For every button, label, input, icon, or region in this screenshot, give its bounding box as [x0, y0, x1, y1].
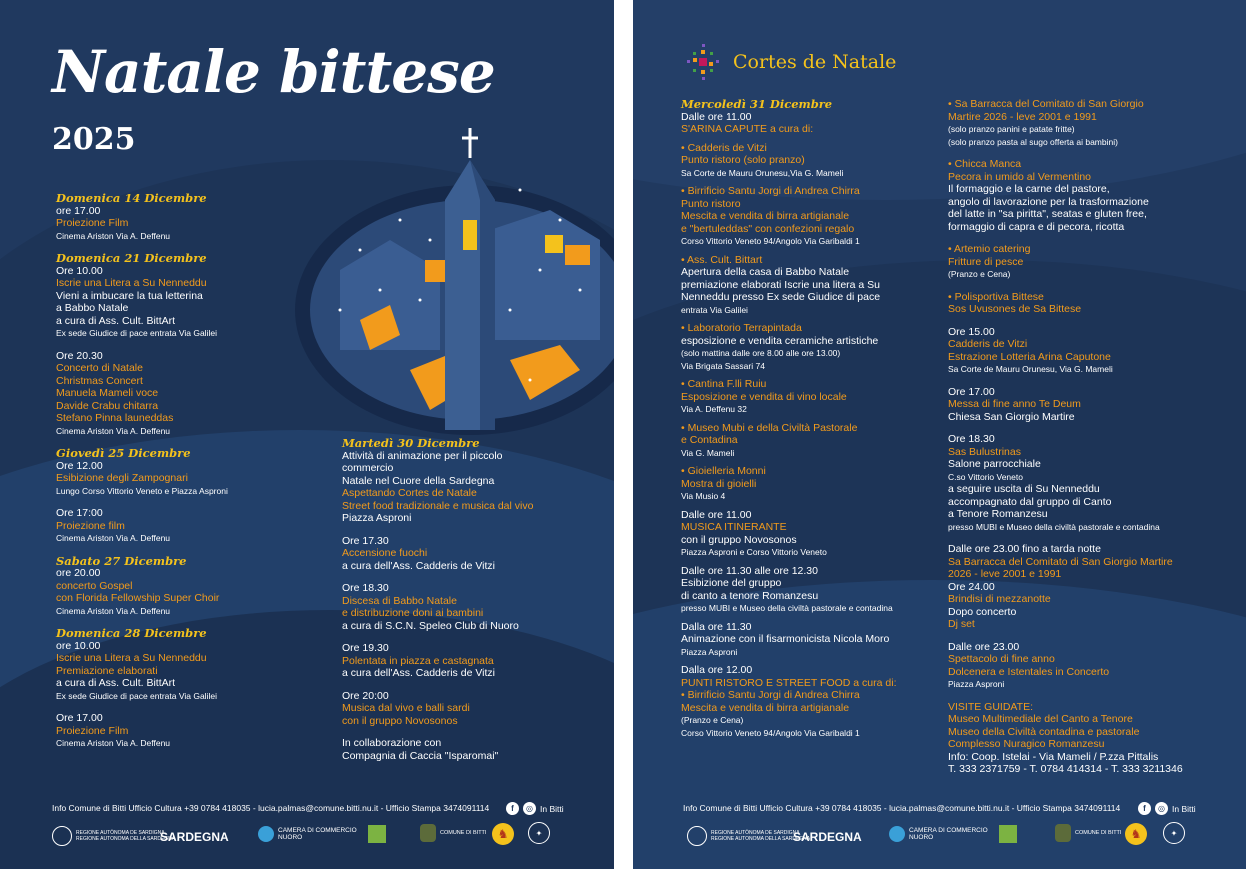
event-line: Attività di animazione per il piccolo: [342, 449, 503, 462]
event-location: Sa Corte de Mauru Orunesu, Via G. Mameli: [948, 364, 1113, 374]
event-line: Dalle ore 11.30 alle ore 12.30: [681, 564, 818, 577]
event-title: Aspettando Cortes de Natale: [342, 487, 477, 499]
social-label: In Bitti: [540, 803, 564, 814]
event-location: Cinema Ariston Via A. Deffenu: [56, 533, 171, 543]
logo-museo: [999, 825, 1017, 843]
event-title: e "bertuleddas" con confezioni regalo: [681, 222, 855, 235]
event-location: (solo mattina dalle ore 8.00 alle ore 13.00): [681, 348, 841, 358]
event-title: con il gruppo Novosonos: [342, 714, 458, 727]
event-title: Manuela Mameli voce: [56, 387, 159, 399]
event-line: Ore 19.30: [342, 642, 389, 654]
event-location: Via A. Deffenu 32: [681, 404, 747, 414]
event-line: Animazione con il fisarmonicista Nicola Moro: [681, 633, 890, 645]
event-title: Street food tradizionale e musica dal vivo: [342, 499, 534, 512]
event-title: Iscrie una Litera a Su Nenneddu: [56, 652, 207, 664]
event-line: Piazza Asproni: [342, 512, 412, 524]
event-line: ore 17.00: [56, 204, 101, 217]
vendor-name: • Polisportiva Bittese: [948, 291, 1183, 304]
event-line: premiazione elaborati Iscrie una litera a Su: [681, 278, 881, 291]
event-title: e Contadina: [681, 434, 738, 446]
event-line: Ore 10.00: [56, 264, 103, 277]
event-line: Ore 17.00: [948, 385, 995, 398]
event-location: Lungo Corso Vittorio Veneto e Piazza Asproni: [56, 485, 228, 496]
event-title: Punto ristoro: [681, 197, 741, 210]
comune-crest-icon: [420, 824, 436, 842]
instagram-icon[interactable]: ◎: [1155, 802, 1168, 815]
regione-label-1: REGIONE AUTÒNOMA DE SARDIGNA: [711, 830, 800, 836]
event-line: Natale nel Cuore della Sardegna: [342, 474, 495, 487]
event-date: Giovedì 25 Dicembre: [56, 446, 191, 460]
event-line: Compagnia di Caccia "Isparomai": [342, 749, 499, 762]
event-line: Ore 17:00: [56, 507, 103, 519]
event-title: Polentata in piazza e castagnata: [342, 654, 494, 667]
event-line: angolo di lavorazione per la trasformazione: [948, 195, 1149, 208]
spacer: [948, 423, 1183, 433]
vendor-name: • Museo Mubi e della Civiltà Pastorale: [681, 422, 897, 435]
event-title: Mescita e vendita di birra artigianale: [681, 701, 850, 714]
event-line: Dopo concerto: [948, 605, 1017, 618]
spacer: [342, 525, 533, 535]
event-title: Pecora in umido al Vermentino: [948, 170, 1091, 183]
logo-sardegna: SARDEGNA: [793, 830, 862, 844]
spacer: [56, 497, 228, 507]
event-title: Estrazione Lotteria Arina Caputone: [948, 350, 1111, 363]
event-title: S'ARINA CAPUTE a cura di:: [681, 123, 814, 135]
program-column-right-1: [681, 98, 897, 739]
horse-icon: ♞: [492, 823, 514, 845]
event-title: Esibizione degli Zampognari: [56, 472, 188, 484]
event-line: ore 20.00: [56, 567, 101, 579]
event-line: Ore 17.30: [342, 534, 389, 547]
event-line: Apertura della casa di Babbo Natale: [681, 266, 850, 278]
vendor-name: • Gioielleria Monni: [681, 465, 897, 478]
event-title: Discesa di Babbo Natale: [342, 594, 457, 607]
event-title: Brindisi di mezzanotte: [948, 593, 1051, 605]
instagram-icon[interactable]: ◎: [523, 802, 536, 815]
event-line: a cura di Ass. Cult. BittArt: [56, 677, 176, 689]
regione-label-1: REGIONE AUTÒNOMA DE SARDIGNA: [76, 830, 165, 836]
event-location: Via Musio 4: [681, 491, 726, 501]
event-title: Sa Barracca del Comitato di San Giorgio Martire: [948, 555, 1173, 568]
event-line: esposizione e vendita ceramiche artistiche: [681, 334, 879, 347]
logo-cadderis: [492, 823, 514, 845]
event-location: Cinema Ariston Via A. Deffenu: [56, 738, 171, 748]
camera-label-2: NUORO: [278, 834, 303, 841]
social-links: [506, 802, 564, 815]
event-line: Ore 15.00: [948, 325, 995, 338]
event-title: con Florida Fellowship Super Choir: [56, 592, 220, 604]
spacer: [56, 340, 228, 350]
spacer: [342, 632, 533, 642]
event-line: a seguire uscita di Su Nenneddu: [948, 483, 1100, 495]
event-line: Dalle ore 11.00: [681, 508, 752, 521]
vendor-name: • Laboratorio Terrapintada: [681, 322, 897, 335]
regione-seal-icon: [52, 826, 72, 846]
regione-seal-icon: [687, 826, 707, 846]
camera-commercio-icon: [889, 826, 905, 842]
event-location: Ex sede Giudice di pace entrata Via Galilei: [56, 328, 217, 338]
event-title: Premiazione elaborati: [56, 664, 158, 677]
event-title: Punto ristoro (solo pranzo): [681, 154, 805, 166]
logo-comune: [420, 824, 486, 842]
event-location: C.so Vittorio Veneto: [948, 471, 1023, 482]
event-location: Cinema Ariston Via A. Deffenu: [56, 425, 171, 436]
event-line: Dalle ore 11.00: [681, 110, 752, 123]
event-date: Martedì 30 Dicembre: [342, 436, 480, 450]
event-title: Proiezione film: [56, 519, 125, 532]
comune-label: COMUNE DI BITTI: [440, 830, 487, 836]
logo-sardegna: SARDEGNA: [160, 830, 229, 844]
event-line: Ore 18.30: [948, 433, 995, 445]
event-date: Mercoledì 31 Dicembre: [681, 97, 833, 111]
event-title: Complesso Nuragico Romanzesu: [948, 738, 1105, 750]
event-location: Piazza Asproni e Corso Vittorio Veneto: [681, 547, 827, 557]
program-column-left: [56, 192, 228, 750]
event-line: a Tenore Romanzesu: [948, 508, 1048, 520]
event-title: e distribuzione doni ai bambini: [342, 607, 484, 619]
footer-info: Info Comune di Bitti Ufficio Cultura +39 0784 418035 - lucia.palmas@comune.bitti.nu.it - Ufficio Stampa 3474091114: [683, 803, 1121, 813]
horse-icon: ♞: [1125, 823, 1147, 845]
event-line: del latte in "sa piritta", seatas e gluten free,: [948, 208, 1147, 220]
spacer: [948, 233, 1183, 243]
program-column-right-2: [948, 98, 1183, 776]
event-line: Dalle ore 23.00: [948, 640, 1020, 653]
left-page: [0, 0, 614, 869]
vendor-name: • Sa Barracca del Comitato di San Giorgio: [948, 98, 1183, 111]
event-title: Sos Uvusones de Sa Bittese: [948, 303, 1082, 315]
event-location: Via G. Mameli: [681, 447, 735, 458]
logo-regione: [687, 826, 810, 846]
event-line: Salone parrocchiale: [948, 458, 1041, 470]
event-title: Iscrie una Litera a Su Nenneddu: [56, 277, 207, 289]
spacer: [56, 702, 228, 712]
spacer: [948, 316, 1183, 326]
social-label: In Bitti: [1172, 803, 1196, 814]
logo-camera-commercio: [889, 826, 988, 842]
event-location: Piazza Asproni: [948, 679, 1005, 689]
event-line: accompagnato dal gruppo di Canto: [948, 495, 1112, 508]
event-title: 2026 - leve 2001 e 1991: [948, 568, 1062, 580]
logo-museo: [368, 825, 386, 843]
event-title: Spettacolo di fine anno: [948, 653, 1055, 665]
event-line: Dalle ore 23.00 fino a tarda notte: [948, 543, 1101, 555]
event-title: Proiezione Film: [56, 217, 129, 229]
event-title: Messa di fine anno Te Deum: [948, 398, 1081, 410]
comune-label: COMUNE DI BITTI: [1075, 830, 1122, 836]
event-title: Esposizione e vendita di vino locale: [681, 390, 847, 403]
event-line: Esibizione del gruppo: [681, 577, 782, 589]
event-title: Musica dal vivo e balli sardi: [342, 702, 470, 714]
event-title: Christmas Concert: [56, 374, 143, 387]
event-location: Piazza Asproni: [681, 646, 738, 657]
spacer: [948, 631, 1183, 641]
event-line: Ore 20.30: [56, 349, 103, 362]
event-title: Dj set: [948, 618, 975, 630]
event-location: (solo pranzo panini e patate fritte): [948, 124, 1075, 134]
event-line: Ore 18.30: [342, 582, 389, 594]
event-line: In collaborazione con: [342, 737, 442, 749]
vendor-name: • Cadderis de Vitzi: [681, 142, 897, 155]
logo-comune: [1055, 824, 1121, 842]
event-line: Info: Coop. Istelai - Via Mameli / P.zza Pittalis: [948, 750, 1159, 763]
spacer: [342, 727, 533, 737]
logo-speleo: [528, 822, 550, 844]
logo-regione: [52, 826, 175, 846]
regione-label-2: REGIONE AUTONOMA DELLA SARDEGNA: [711, 836, 811, 842]
brand-header: [683, 42, 896, 82]
event-title: Museo Multimediale del Canto a Tenore: [948, 713, 1133, 725]
spacer: [342, 572, 533, 582]
spacer: [948, 691, 1183, 701]
event-location: (Pranzo e Cena): [681, 715, 744, 725]
logo-camera-commercio: [258, 826, 357, 842]
facebook-icon[interactable]: f: [506, 802, 519, 815]
spacer: [948, 281, 1183, 291]
vendor-name: • Ass. Cult. Bittart: [681, 254, 897, 267]
event-line: ore 10.00: [56, 639, 101, 652]
spacer: [342, 680, 533, 690]
event-title: PUNTI RISTORO E STREET FOOD a cura di:: [681, 676, 897, 689]
event-line: Vieni a imbucare la tua letterina: [56, 289, 203, 302]
event-line: a cura di S.C.N. Speleo Club di Nuoro: [342, 619, 519, 632]
page-title: Natale bittese: [52, 38, 495, 106]
event-line: di canto a tenore Romanzesu: [681, 589, 819, 602]
event-line: formaggio di capra e di pecora, ricotta: [948, 220, 1125, 233]
event-location: Corso Vittorio Veneto 94/Angolo Via Garibaldi 1: [681, 727, 860, 738]
event-location: presso MUBI e Museo della civiltà pastorale e contadina: [681, 603, 893, 613]
program-column-center: [342, 437, 533, 762]
event-line: a cura dell'Ass. Cadderis de Vitzi: [342, 559, 495, 572]
event-title: Mescita e vendita di birra artigianale: [681, 210, 850, 222]
event-line: Ore 20:00: [342, 689, 389, 702]
camera-commercio-icon: [258, 826, 274, 842]
event-date: Domenica 28 Dicembre: [56, 626, 207, 640]
event-location: (Pranzo e Cena): [948, 269, 1011, 279]
spacer: [948, 376, 1183, 386]
event-title: concerto Gospel: [56, 579, 133, 592]
spacer: [948, 148, 1183, 158]
event-title: MUSICA ITINERANTE: [681, 521, 787, 533]
camera-label-2: NUORO: [909, 834, 934, 841]
museo-icon: [368, 825, 386, 843]
event-location: Ex sede Giudice di pace entrata Via Galilei: [56, 690, 217, 701]
camera-label-1: CAMERA DI COMMERCIO: [909, 827, 988, 834]
event-line: Ore 24.00: [948, 580, 995, 593]
vendor-name: • Birrificio Santu Jorgi di Andrea Chirra: [681, 185, 897, 198]
event-title: VISITE GUIDATE:: [948, 700, 1033, 713]
event-line: Dalla ore 11.30: [681, 620, 752, 633]
event-line: Ore 17.00: [56, 712, 103, 724]
event-title: Accensione fuochi: [342, 547, 428, 559]
brand-title: Cortes de Natale: [733, 51, 897, 73]
event-location: Via Brigata Sassari 74: [681, 360, 765, 371]
event-title: Davide Crabu chitarra: [56, 399, 159, 412]
event-date: Sabato 27 Dicembre: [56, 553, 187, 568]
event-line: Nenneddu presso Ex sede Giudice di pace: [681, 291, 881, 303]
vendor-name: • Chicca Manca: [948, 158, 1183, 171]
event-title: Dolcenera e Istentales in Concerto: [948, 665, 1110, 678]
museo-icon: [999, 825, 1017, 843]
event-date: Domenica 21 Dicembre: [56, 251, 207, 265]
event-line: a cura di Ass. Cult. BittArt: [56, 314, 176, 327]
event-location: Sa Corte de Mauru Orunesu,Via G. Mameli: [681, 167, 844, 178]
event-title: Sas Bulustrinas: [948, 445, 1021, 458]
event-location: (solo pranzo pasta al sugo offerta ai bambini): [948, 136, 1118, 147]
event-title: Martire 2026 - leve 2001 e 1991: [948, 110, 1097, 123]
event-line: T. 333 2371759 - T. 0784 414314 - T. 333 3211346: [948, 763, 1183, 775]
event-line: a cura dell'Ass. Cadderis de Vitzi: [342, 667, 495, 679]
event-location: entrata Via Galilei: [681, 304, 748, 315]
social-links: [1138, 802, 1196, 815]
event-line: con il gruppo Novosonos: [681, 533, 797, 546]
speleo-crest-icon: ✦: [528, 822, 550, 844]
cortes-logo-icon: [683, 42, 723, 82]
event-line: a Babbo Natale: [56, 302, 129, 314]
comune-crest-icon: [1055, 824, 1071, 842]
event-title: Museo della Civiltà contadina e pastorale: [948, 725, 1140, 738]
speleo-crest-icon: ✦: [1163, 822, 1185, 844]
vendor-name: • Birrificio Santu Jorgi di Andrea Chirra: [681, 689, 897, 702]
event-line: Chiesa San Giorgio Martire: [948, 410, 1075, 423]
event-line: commercio: [342, 462, 394, 474]
event-line: Il formaggio e la carne del pastore,: [948, 183, 1110, 195]
event-location: Corso Vittorio Veneto 94/Angolo Via Garibaldi 1: [681, 236, 860, 246]
event-date: Domenica 14 Dicembre: [56, 191, 207, 205]
event-title: Stefano Pinna launeddas: [56, 412, 174, 424]
vendor-name: • Artemio catering: [948, 243, 1183, 256]
right-page: [633, 0, 1246, 869]
event-location: Cinema Ariston Via A. Deffenu: [56, 230, 171, 241]
spacer: [948, 533, 1183, 543]
event-title: Mostra di gioielli: [681, 477, 757, 490]
event-title: Proiezione Film: [56, 724, 129, 737]
vendor-name: • Cantina F.lli Ruiu: [681, 378, 897, 391]
event-title: Fritture di pesce: [948, 255, 1024, 268]
event-title: Concerto di Natale: [56, 362, 143, 374]
logo-cadderis: [1125, 823, 1147, 845]
facebook-icon[interactable]: f: [1138, 802, 1151, 815]
event-title: Cadderis de Vitzi: [948, 338, 1028, 350]
page-year: 2025: [52, 122, 136, 157]
event-line: Dalla ore 12.00: [681, 664, 753, 676]
footer-info: Info Comune di Bitti Ufficio Cultura +39 0784 418035 - lucia.palmas@comune.bitti.nu.it - Ufficio Stampa 3474091114: [52, 803, 490, 813]
logo-speleo: [1163, 822, 1185, 844]
spacer: [56, 545, 228, 555]
event-location: presso MUBI e Museo della civiltà pastorale e contadina: [948, 521, 1160, 532]
event-line: Ore 12.00: [56, 459, 103, 472]
camera-label-1: CAMERA DI COMMERCIO: [278, 827, 357, 834]
event-location: Cinema Ariston Via A. Deffenu: [56, 605, 171, 616]
regione-label-2: REGIONE AUTONOMA DELLA SARDEGNA: [76, 836, 176, 842]
village-illustration: [280, 120, 614, 450]
